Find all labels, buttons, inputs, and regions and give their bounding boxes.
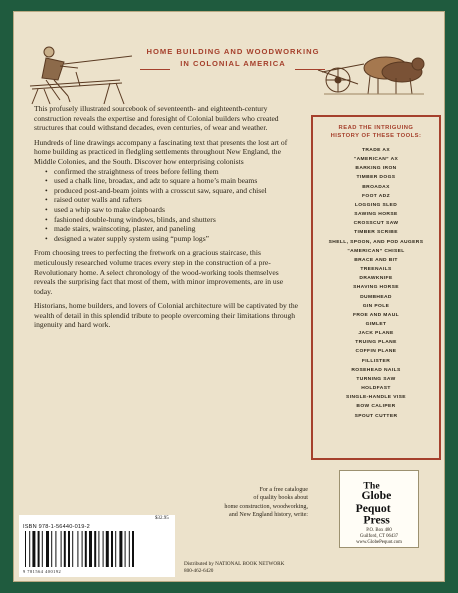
catalogue-line-4: and New England history, write: <box>229 512 308 519</box>
back-cover <box>13 11 445 582</box>
tool-item: SINGLE-HANDLE VISE <box>346 395 406 401</box>
isbn: ISBN 978-1-56440-019-2 <box>23 524 90 530</box>
tool-item: TIMBER DOGS <box>356 175 396 181</box>
logo-word-1: The <box>363 480 380 492</box>
barcode-bar <box>106 531 109 567</box>
barcode-bar <box>55 531 56 567</box>
tools-heading-line-2: HISTORY OF THESE TOOLS: <box>330 133 422 139</box>
barcode-bar <box>129 531 130 567</box>
tool-item: TRUING PLANE <box>355 340 397 346</box>
barcode-bar <box>89 531 92 567</box>
tool-item: TRADE AX <box>361 148 391 153</box>
tool-item: CROSSCUT SAW <box>353 221 399 227</box>
colonist-skills-list <box>34 167 302 244</box>
barcode-bar <box>98 531 99 567</box>
barcode-bar <box>38 531 40 567</box>
logo-word-3: Pequot <box>355 501 391 515</box>
barcode-bar <box>46 531 49 567</box>
tools-list <box>313 146 439 421</box>
title-rule-right <box>295 69 325 70</box>
tool-item: FROE AND MAUL <box>352 312 400 318</box>
barcode-bar <box>68 531 70 567</box>
tools-history-box <box>311 115 441 460</box>
tool-item: ROSEHEAD NAILS <box>351 367 401 373</box>
tools-box-heading <box>313 124 439 140</box>
barcode-bar <box>115 531 116 567</box>
publisher-box <box>339 470 419 548</box>
tool-item: TURNING SAW <box>356 376 396 382</box>
title-rule-left <box>140 69 170 70</box>
tool-item: “AMERICAN” CHISEL <box>347 248 405 254</box>
publisher-address-line-2: Guilford, CT 06437 <box>359 533 399 539</box>
tool-item: “AMERICAN” AX <box>353 157 399 163</box>
list-item: • produced post-and-beam joints with a crosscut saw, square, and chisel <box>54 186 302 196</box>
barcode-bar <box>61 531 62 567</box>
barcode-bar <box>125 531 126 567</box>
description-para-1: This profusely illustrated sourcebook of seventeenth- and eighteenth-century construction reveals the expertise and foresight of Colonial builders who created structures that could withstand decades, even centuries, of wear and weather. <box>34 104 279 133</box>
description-para-3: From choosing trees to perfecting the fretwork on a gracious staircase, this meticulously researched volume traces every step in the construction of a pre-Revolutionary home. A select chronology of the wood-working tools themselves reveals the surprising fact that most of them, with minor improvements, are in use today. <box>34 248 284 296</box>
isbn-barcode-block <box>19 515 175 577</box>
publisher-address-line-1: P.O. Box 480 <box>366 528 392 533</box>
list-item: • confirmed the straightness of trees before felling them <box>54 167 302 177</box>
description-para-4: Historians, home builders, and lovers of Colonial architecture will be captivated by the wealth of detail in this splendid tribute to people overcoming their limitations through ingenuity and hard work. <box>34 301 299 330</box>
tools-heading-line-1: READ THE INTRIGUING <box>338 125 414 131</box>
description-para-2: Hundreds of line drawings accompany a fascinating text that presents the lost art of home building as practiced in fledgling settlements throughout New England, the Middle Colonies, and the South. Discover how enterprising colonists <box>34 137 288 166</box>
tool-item: SHAVING HORSE <box>353 285 399 291</box>
logo-word-4: Press <box>363 513 390 527</box>
tool-item: TIMBER SCRIBE <box>354 230 398 236</box>
barcode-bar <box>25 531 26 567</box>
tool-item: GIMLET <box>365 321 387 327</box>
barcode-bar <box>82 531 83 567</box>
barcode-bar <box>111 531 113 567</box>
tool-item: BOW CALIPER <box>356 404 396 410</box>
barcode-bar <box>42 531 43 567</box>
publisher-address <box>340 528 418 545</box>
cover-title <box>122 46 344 70</box>
barcode-bar <box>29 531 30 567</box>
catalogue-line-3: home construction, woodworking, <box>224 503 308 510</box>
barcode <box>23 531 171 569</box>
catalogue-line-1: For a free catalogue <box>259 487 308 493</box>
barcode-bar <box>94 531 96 567</box>
title-line-2: IN COLONIAL AMERICA <box>180 59 286 68</box>
barcode-bar <box>64 531 66 567</box>
tool-item: SHELL, SPOON, AND POD AUGERS <box>328 239 424 245</box>
barcode-bar <box>51 531 52 567</box>
tool-item: GIN POLE <box>362 303 390 309</box>
tool-item: DRAWKNIFE <box>359 276 393 282</box>
tool-item: HOLDFAST <box>361 386 391 392</box>
tool-item: JACK PLANE <box>358 331 394 337</box>
tool-item: BARKING IRON <box>355 166 397 172</box>
catalogue-line-2: of quality books about <box>253 495 308 502</box>
tool-item: FOOT ADZ <box>361 193 390 199</box>
barcode-bar <box>72 531 73 567</box>
barcode-bar <box>85 531 87 567</box>
distributor-note <box>184 561 284 574</box>
globe-pequot-logo <box>340 479 418 527</box>
title-line-1: HOME BUILDING AND WOODWORKING <box>146 47 320 56</box>
barcode-bar <box>119 531 122 567</box>
distributor-line-1: Distributed by NATIONAL BOOK NETWORK <box>184 561 285 567</box>
tool-item: SAWING HORSE <box>354 212 398 218</box>
barcode-number: 9 781564 400192 <box>23 569 62 574</box>
barcode-bar <box>132 531 134 567</box>
tool-item: TREENAILS <box>360 267 392 273</box>
shaving-horse-illustration <box>24 42 136 106</box>
tool-item: FILLISTER <box>361 358 391 364</box>
list-item: • made stairs, wainscoting, plaster, and paneling <box>54 224 302 234</box>
tool-item: BRACE AND BIT <box>354 257 398 263</box>
list-item: • fashioned double-hung windows, blinds, and shutters <box>54 215 302 225</box>
price: $32.95 <box>155 516 169 521</box>
publisher-website: www.GlobePequot.com <box>356 539 402 545</box>
tool-item: LOGGING SLED <box>354 202 398 208</box>
distributor-phone: 800-462-6420 <box>184 567 214 574</box>
catalogue-note <box>186 486 308 520</box>
barcode-bar <box>103 531 104 567</box>
list-item: • used a whip saw to make clapboards <box>54 205 302 215</box>
tool-item: COFFIN PLANE <box>355 349 397 355</box>
barcode-bar <box>77 531 78 567</box>
description <box>34 104 302 335</box>
list-item: • raised outer walls and rafters <box>54 195 302 205</box>
tool-item: BROADAX <box>362 184 390 190</box>
list-item: • designed a water supply system using “pump logs” <box>54 234 302 244</box>
barcode-bar <box>32 531 35 567</box>
tool-item: DUMBHEAD <box>360 294 392 300</box>
logo-word-2: Globe <box>361 489 392 503</box>
tool-item: SPOUT CUTTER <box>354 413 398 419</box>
list-item: • used a chalk line, broadax, and adz to square a home’s main beams <box>54 176 302 186</box>
